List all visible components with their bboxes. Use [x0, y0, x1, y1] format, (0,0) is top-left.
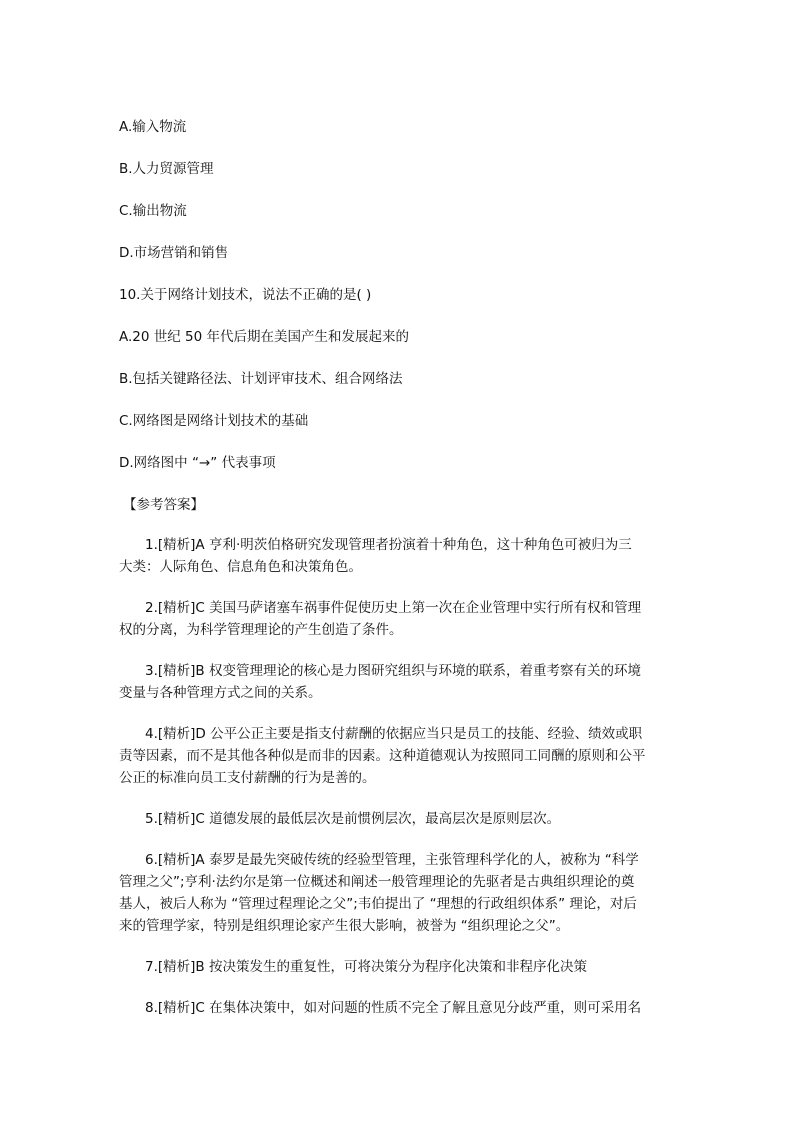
- option-9c: C.输出物流: [119, 203, 187, 219]
- option-10b: B.包括关键路径法、计划评审技术、组合网络法: [119, 371, 403, 387]
- answer-line: 管理之父”;亨利·法约尔是第一位概述和阐述一般管理理论的先驱者是古典组织理论的奠: [119, 874, 635, 890]
- answer-line: 2.[精析]C 美国马萨诸塞车祸事件促使历史上第一次在企业管理中实行所有权和管理: [145, 600, 642, 616]
- question-10-stem: 10.关于网络计划技术，说法不正确的是( ): [119, 287, 372, 303]
- option-10a: A.20 世纪 50 年代后期在美国产生和发展起来的: [119, 329, 410, 345]
- answers-heading: 【参考答案】: [123, 497, 204, 513]
- answer-line: 7.[精析]B 按决策发生的重复性，可将决策分为程序化决策和非程序化决策: [145, 959, 587, 975]
- answer-line: 公正的标准向员工支付薪酬的行为是善的。: [119, 770, 376, 786]
- option-9d: D.市场营销和销售: [119, 245, 229, 261]
- answer-line: 责等因素，而不是其他各种似是而非的因素。这种道德观认为按照同工同酬的原则和公平: [119, 748, 646, 764]
- option-10d: D.网络图中 “→” 代表事项: [119, 455, 276, 471]
- answer-line: 6.[精析]A 泰罗是最先突破传统的经验型管理，主张管理科学化的人，被称为 “科学: [145, 852, 639, 868]
- document-page: [119, 116, 679, 1038]
- answer-5: [119, 808, 679, 830]
- answer-line: 5.[精析]C 道德发展的最低层次是前惯例层次，最高层次是原则层次。: [145, 811, 561, 827]
- option-9b: B.人力贸源管理: [119, 161, 214, 177]
- answer-3: [119, 660, 679, 704]
- answer-line: 大类：人际角色、信息角色和决策角色。: [119, 559, 362, 575]
- answer-line: 8.[精析]C 在集体决策中，如对问题的性质不完全了解且意见分歧严重，则可采用名: [145, 1000, 642, 1016]
- answer-8: [119, 997, 679, 1019]
- answer-line: 3.[精析]B 权变管理理论的核心是力图研究组织与环境的联系，着重考察有关的环境: [145, 663, 641, 679]
- answer-6: [119, 849, 679, 937]
- answer-line: 基人，被后人称为 “管理过程理论之父”;韦伯提出了 “理想的行政组织体系” 理论，对后: [119, 896, 637, 912]
- answer-line: 4.[精析]D 公平公正主要是指支付薪酬的依据应当只是员工的技能、经验、绩效或职: [145, 726, 643, 742]
- answer-line: 变量与各种管理方式之间的关系。: [119, 685, 322, 701]
- answer-7: [119, 956, 679, 978]
- option-9a: A.输入物流: [119, 119, 187, 135]
- answer-4: [119, 723, 679, 789]
- answer-line: 权的分离，为科学管理理论的产生创造了条件。: [119, 622, 403, 638]
- option-10c: C.网络图是网络计划技术的基础: [119, 413, 309, 429]
- answer-line: 来的管理学家，特别是组织理论家产生很大影响，被誉为 “组织理论之父”。: [119, 918, 570, 934]
- answer-1: [119, 534, 679, 578]
- answer-2: [119, 597, 679, 641]
- answer-line: 1.[精析]A 亨利·明茨伯格研究发现管理者扮演着十种角色，这十种角色可被归为三: [145, 537, 632, 553]
